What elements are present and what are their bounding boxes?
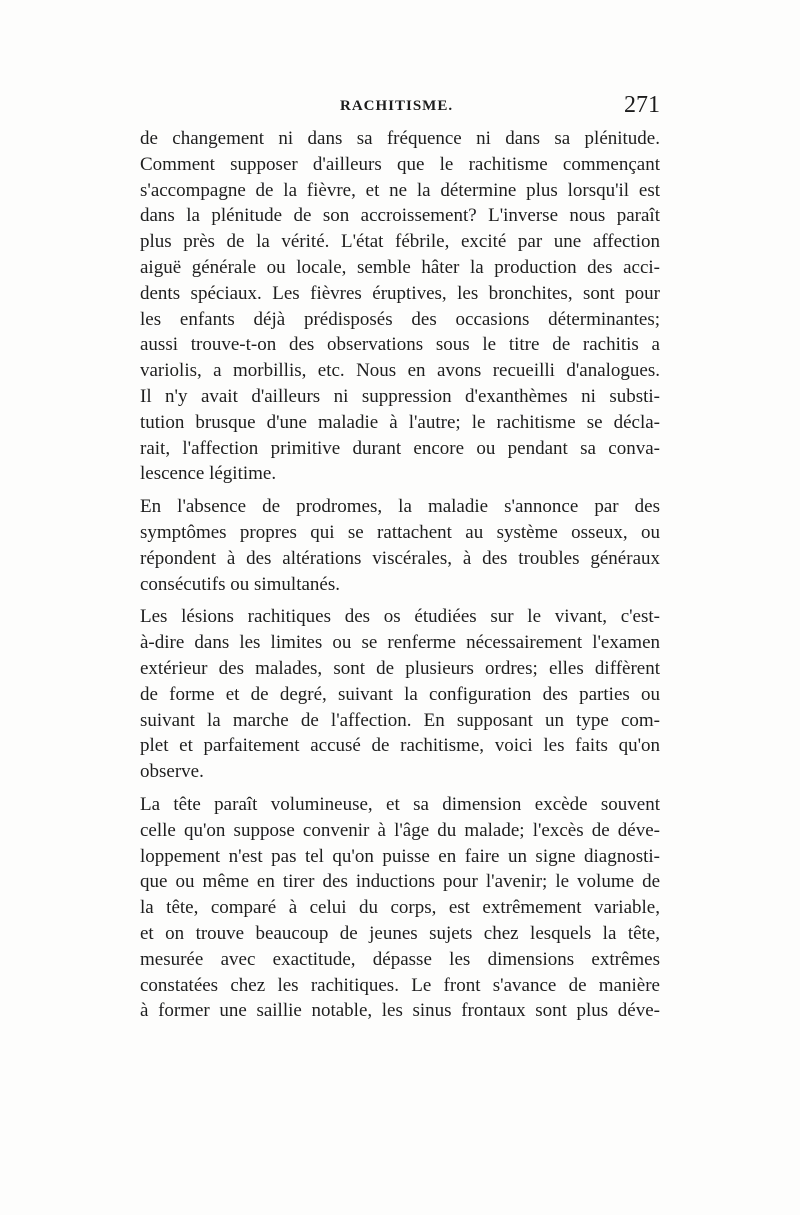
body-text bbox=[140, 126, 660, 1024]
text-line: Les lésions rachitiques des os étudiées sur le vivant, c'est- bbox=[140, 606, 660, 628]
text-line: de changement ni dans sa fréquence ni dans sa plénitude. bbox=[140, 128, 660, 149]
text-line: les enfants déjà prédisposés des occasions déterminantes; bbox=[140, 308, 660, 330]
page-number: 271 bbox=[624, 92, 660, 118]
text-line: celle qu'on suppose convenir à l'âge du malade; l'excès de déve- bbox=[140, 819, 660, 841]
text-line: la tête, comparé à celui du corps, est extrêmement variable, bbox=[140, 897, 660, 919]
text-line: observe. bbox=[140, 761, 204, 783]
text-line: rait, l'affection primitive durant encore ou pendant sa conva- bbox=[140, 437, 660, 459]
text-line: mesurée avec exactitude, dépasse les dimensions extrêmes bbox=[140, 948, 660, 970]
text-line: et on trouve beaucoup de jeunes sujets chez lesquels la tête, bbox=[140, 922, 660, 944]
text-line: consécutifs ou simultanés. bbox=[140, 573, 340, 595]
text-line: suivant la marche de l'affection. En supposant un type com- bbox=[140, 709, 660, 731]
text-line: aussi trouve-t-on des observations sous le titre de rachitis a bbox=[140, 334, 660, 356]
text-line: La tête paraît volumineuse, et sa dimension excède souvent bbox=[140, 793, 660, 815]
text-line: plet et parfaitement accusé de rachitisme, voici les faits qu'on bbox=[140, 735, 660, 757]
text-line: Il n'y avait d'ailleurs ni suppression d'exanthèmes ni substi- bbox=[140, 385, 660, 407]
text-line: plus près de la vérité. L'état fébrile, excité par une affection bbox=[140, 231, 660, 253]
text-line: à-dire dans les limites ou se renferme nécessairement l'examen bbox=[140, 632, 660, 654]
running-head bbox=[140, 92, 660, 124]
text-line: tution brusque d'une maladie à l'autre; le rachitisme se décla- bbox=[140, 411, 660, 433]
text-line: Comment supposer d'ailleurs que le rachitisme commençant bbox=[140, 153, 660, 175]
text-line: lescence légitime. bbox=[140, 463, 277, 485]
text-line: à former une saillie notable, les sinus frontaux sont plus déve- bbox=[140, 1000, 660, 1022]
text-line: variolis, a morbillis, etc. Nous en avons recueilli d'analogues. bbox=[140, 360, 660, 382]
text-line: s'accompagne de la fièvre, et ne la détermine plus lorsqu'il est bbox=[140, 179, 660, 201]
text-line: de forme et de degré, suivant la configuration des parties ou bbox=[140, 683, 660, 705]
text-line: symptômes propres qui se rattachent au système osseux, ou bbox=[140, 521, 660, 543]
running-title: RACHITISME. bbox=[340, 98, 454, 114]
text-line: dents spéciaux. Les fièvres éruptives, les bronchites, sont pour bbox=[140, 282, 660, 304]
text-line: loppement n'est pas tel qu'on puisse en faire un signe diagnosti- bbox=[140, 845, 660, 867]
text-line: En l'absence de prodromes, la maladie s'annonce par des bbox=[140, 496, 660, 518]
text-line: aiguë générale ou locale, semble hâter la production des acci- bbox=[140, 256, 660, 278]
text-line: constatées chez les rachitiques. Le front s'avance de manière bbox=[140, 974, 660, 996]
text-line: dans la plénitude de son accroissement? L'inverse nous paraît bbox=[140, 205, 660, 227]
text-line: extérieur des malades, sont de plusieurs ordres; elles diffèrent bbox=[140, 657, 660, 679]
text-line: répondent à des altérations viscérales, à des troubles généraux bbox=[140, 547, 660, 569]
text-line: que ou même en tirer des inductions pour l'avenir; le volume de bbox=[140, 871, 660, 893]
